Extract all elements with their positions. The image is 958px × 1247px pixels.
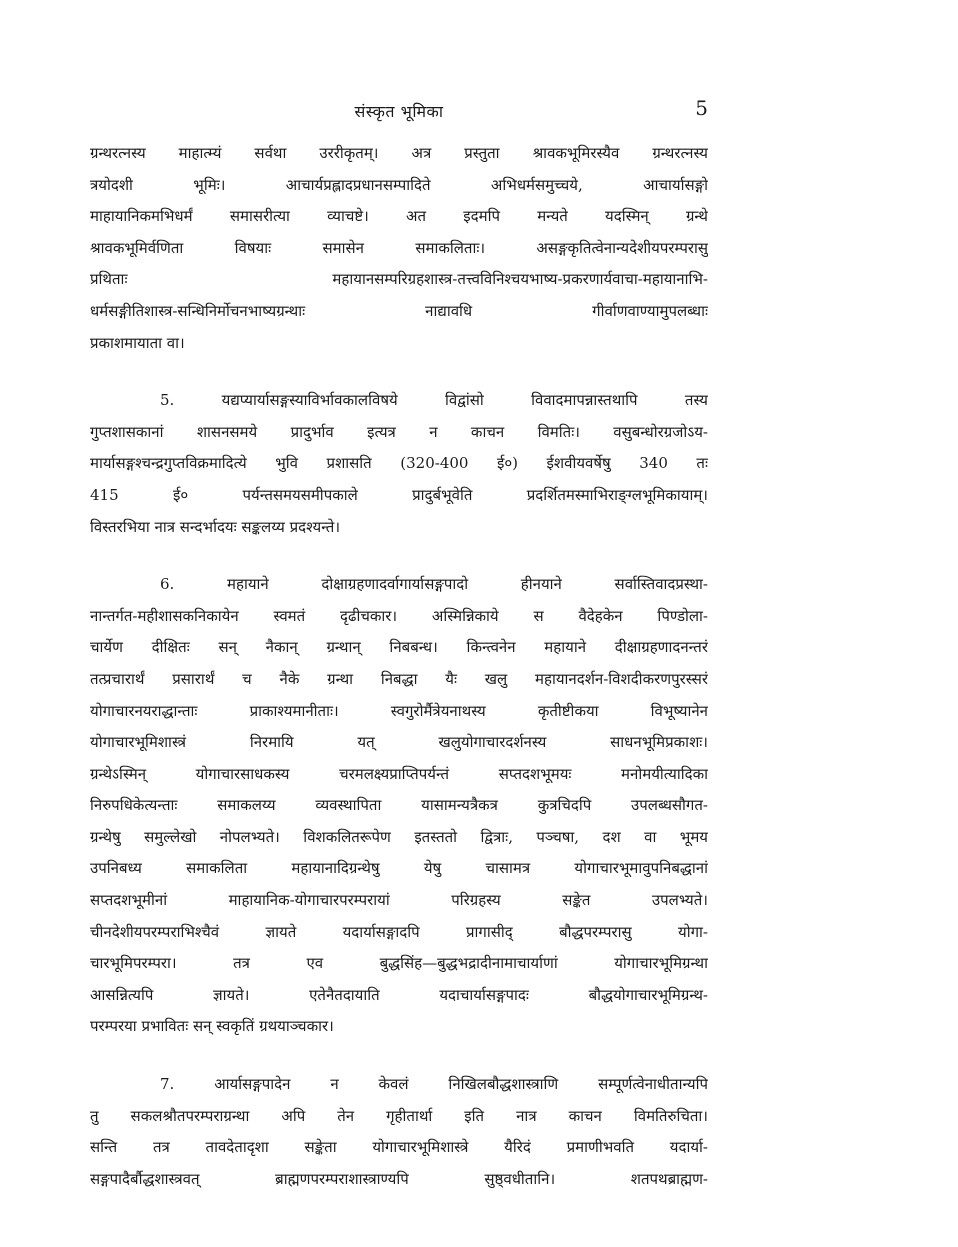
text-line: प्रकाशमायाता वा। — [90, 333, 185, 352]
text-line: चारभूमिपरम्परा। तत्र एव बुद्धसिंह—बुद्धभद्रादीनामाचार्याणां योगाचारभूमिग्रन्था — [90, 954, 708, 973]
text-line: नान्तर्गत-महीशासकनिकायेन स्वमतं दृढीचकार। अस्मिन्निकाये स वैदेहकेन पिण्डोला- — [90, 606, 708, 625]
text-line: प्रथिताः महायानसम्परिग्रहशास्त्र-तत्त्वविनिश्चयभाष्य-प्रकरणार्यवाचा-महायानाभि- — [90, 270, 708, 289]
text-line: धर्मसङ्गीतिशास्त्र-सन्धिनिर्मोचनभाष्यग्रन्थाः नाद्यावधि गीर्वाणवाण्यामुपलब्धाः — [90, 301, 708, 320]
text-line: चार्येण दीक्षितः सन् नैकान् ग्रन्थान् निबबन्ध। किन्त्वनेन महायाने दीक्षाग्रहणादनन्तरं — [90, 638, 708, 657]
paragraph-intro-continuation — [90, 138, 708, 359]
text-line: 415 ई० पर्यन्तसमयसमीपकाले प्रादुर्बभूवेति प्रदर्शितमस्माभिराङ्ग्लभूमिकायाम्। — [90, 485, 708, 504]
text-line: त्रयोदशी भूमिः। आचार्यप्रह्लादप्रधानसम्पादिते अभिधर्मसमुच्चये, आचार्यासङ्गो — [90, 175, 708, 194]
body-text — [90, 138, 708, 1195]
text-line: सङ्गपादैर्बौद्धशास्त्रवत् ब्राह्मणपरम्पराशास्त्राण्यपि सुष्ठ्वधीतानि। शतपथब्राह्मण- — [90, 1169, 708, 1188]
text-line: माहायानिकमभिधर्मं समासरीत्या व्याचष्टे। अत इदमपि मन्यते यदस्मिन् ग्रन्थे — [90, 207, 708, 226]
text-line: योगाचारनयराद्धान्ताः प्राकाश्यमानीताः। स्वगुरोर्मैत्रेयनाथस्य कृतीष्टीकया विभूष्यानेन — [90, 701, 708, 720]
text-line: 6. महायाने दोक्षाग्रहणादर्वागार्यासङ्गपादो हीनयाने सर्वास्तिवादप्रस्था- — [160, 575, 708, 594]
text-line: योगाचारभूमिशास्त्रं निरमायि यत् खलुयोगाचारदर्शनस्य साधनभूमिप्रकाशः। — [90, 733, 708, 752]
text-line: उपनिबध्य समाकलिता महायानादिग्रन्थेषु येषु चासामत्र योगाचारभूमावुपनिबद्धानां — [90, 859, 708, 878]
paragraph-5 — [90, 385, 708, 543]
text-line: सप्तदशभूमीनां माहायानिक-योगाचारपरम्परायां परिग्रहस्य सङ्केत उपलभ्यते। — [90, 891, 708, 910]
text-line: विस्तरभिया नात्र सन्दर्भादयः सङ्कलय्य प्रदश्यन्ते। — [90, 517, 341, 536]
text-line: परम्परया प्रभावितः सन् स्वकृतिं ग्रथयाञ्चकार। — [90, 1017, 334, 1036]
text-line: 5. यद्यप्यार्यासङ्गस्याविर्भावकालविषये विद्वांसो विवादमापन्नास्तथापि तस्य — [160, 391, 708, 410]
text-line: गुप्तशासकानां शासनसमये प्रादुर्भाव इत्यत्र न काचन विमतिः। वसुबन्धोरग्रजोऽय- — [90, 422, 708, 441]
text-line: 7. आर्यासङ्गपादेन न केवलं निखिलबौद्धशास्त्राणि सम्पूर्णत्वेनाधीतान्यपि — [160, 1075, 708, 1094]
text-line: मार्यासङ्गश्चन्द्रगुप्तविक्रमादित्ये भुवि प्रशासति (320-400 ई०) ईशवीयवर्षेषु 340 तः — [90, 454, 708, 473]
text-line: चीनदेशीयपरम्पराभिश्चैवं ज्ञायते यदार्यासङ्गादपि प्रागासीद् बौद्धपरम्परासु योगा- — [90, 922, 708, 941]
text-line: आसन्नित्यपि ज्ञायते। एतेनैतदायाति यदाचार्यासङ्गपादः बौद्धयोगाचारभूमिग्रन्थ- — [90, 985, 708, 1004]
text-line: ग्रन्थरत्नस्य माहात्म्यं सर्वथा उररीकृतम्। अत्र प्रस्तुता श्रावकभूमिरस्यैव ग्रन्थरत्नस्य — [90, 144, 708, 162]
running-title: संस्कृत भूमिका — [354, 102, 444, 121]
paragraph-7 — [90, 1069, 708, 1195]
paragraph-6 — [90, 569, 708, 1043]
text-line: तु सकलश्रौतपरम्पराग्रन्था अपि तेन गृहीतार्था इति नात्र काचन विमतिरुचिता। — [90, 1106, 708, 1125]
page-header — [90, 96, 708, 130]
page-number: 5 — [695, 96, 708, 120]
text-line: निरुपधिकेत्यन्ताः समाकलय्य व्यवस्थापिता यासामन्यत्रैकत्र कुत्रचिदपि उपलब्धसौगत- — [90, 796, 708, 815]
text-line: तत्प्रचारार्थं प्रसारार्थं च नैके ग्रन्था निबद्धा यैः खलु महायानदर्शन-विशदीकरणपुरस्सरं — [90, 669, 708, 688]
text-line: ग्रन्थेऽस्मिन् योगाचारसाधकस्य चरमलक्ष्यप्राप्तिपर्यन्तं सप्तदशभूमयः मनोमयीत्यादिका — [90, 764, 708, 783]
text-line: सन्ति तत्र तावदेतादृशा सङ्केता योगाचारभूमिशास्त्रे यैरिदं प्रमाणीभवति यदार्या- — [90, 1138, 708, 1157]
text-line: श्रावकभूमिर्वणिता विषयाः समासेन समाकलिताः। असङ्गकृतित्वेनान्यदेशीयपरम्परासु — [90, 238, 708, 257]
text-line: ग्रन्थेषु समुल्लेखो नोपलभ्यते। विशकलितरूपेण इतस्ततो द्वित्राः, पञ्चषा, दश वा भूमय — [90, 827, 708, 846]
